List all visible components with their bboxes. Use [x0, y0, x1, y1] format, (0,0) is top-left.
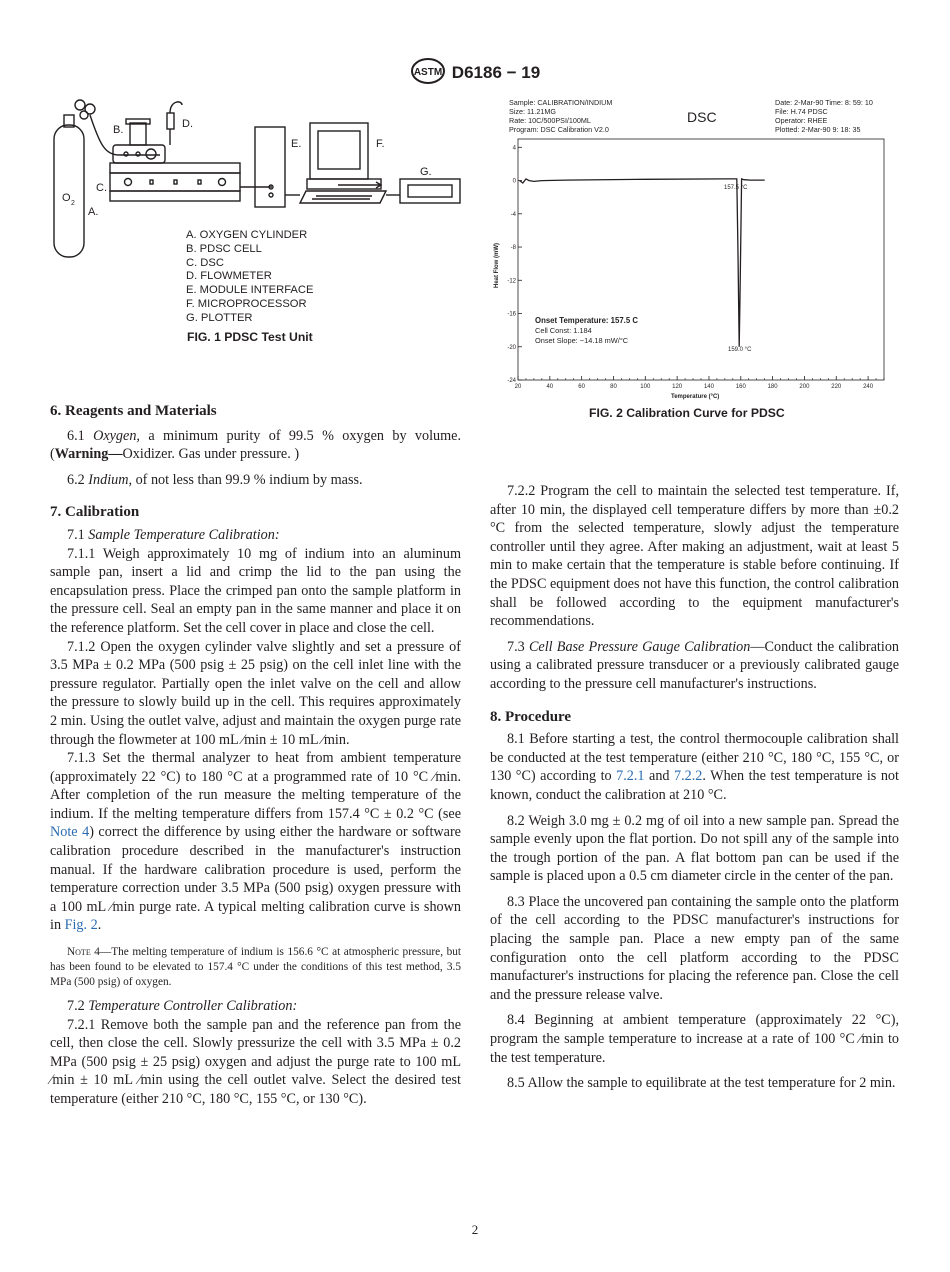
fig1-label-c: C. [96, 182, 107, 194]
fig1-legend [186, 229, 313, 326]
x-tick-label: 180 [767, 384, 778, 390]
flowmeter-shape [167, 113, 174, 129]
astm-logo-icon [410, 58, 446, 89]
x-tick-label: 80 [610, 384, 617, 390]
fig1-label-f: F. [376, 138, 385, 150]
legend-item: E. MODULE INTERFACE [186, 284, 314, 297]
y-tick-label: -16 [507, 311, 516, 318]
y-tick-label: 0 [512, 178, 516, 185]
x-tick-label: 200 [799, 384, 810, 390]
x-tick-label: 240 [863, 384, 874, 390]
y-tick-label: -24 [507, 378, 516, 384]
para-7-2-1: 7.2.1 Remove both the sample pan and the reference pan from the cell, then close the cell. Slowly pressurize the cell with 3.5 MPa ± 0.2 MPa (500 psig ± 25 psig) oxygen and adjust the purge rate to 100 mL ⁄min ± 10 mL ⁄min using the cell outlet valve. Select the desired test temperature (either 210 °C, 180 °C, 155 °C, or 130 °C). [50, 1016, 461, 1107]
para-6-1: 6.1 Oxygen, a minimum purity of 99.5 % oxygen by volume. (Warning—Oxidizer. Gas under pressure. ) [50, 427, 462, 463]
x-tick-label: 100 [640, 384, 651, 390]
para-8-1: 8.1 Before starting a test, the control thermocouple calibration shall be conducted at the test temperature (either 210 °C, 180 °C, 155 °C, or 130 °C) according to 7.2.1 and 7.2.2. When the test temperature is not known, conduct the calibration at 210 °C. [490, 731, 899, 803]
dsc-shape [110, 173, 240, 191]
figure-2 [488, 93, 908, 423]
chart-header-right: File: H.74 PDSC [775, 107, 828, 116]
module-interface-shape [255, 127, 285, 207]
section-7-heading: 7. Calibration [50, 504, 140, 521]
para-7-2-2: 7.2.2 Program the cell to maintain the selected test temperature. If, after 10 min, the displayed cell temperature differs by more than ±0.2 °C from the selected temperature, slowly adjust the temperature controller until they agree. After making an adjustment, wait at least 5 min to make certain that the temperature is stable before continuing. If the PDSC equipment does not have this function, the control calibration shall be followed according to the equipment manufacturer's recommendations. [490, 483, 899, 630]
section-6-heading: 6. Reagents and Materials [50, 403, 217, 419]
y-tick-label: -8 [510, 245, 516, 252]
chart-header-left: Rate: 10C/500PSI/100ML [509, 116, 591, 125]
left-column [50, 402, 461, 1109]
para-7-1-1: 7.1.1 Weigh approximately 10 mg of indium into an aluminum sample pan, insert a lid and crimp the lid to the pan using the encapsulation press. Place the crimped pan onto the sample platform in the pressure cell. Seal an empty pan in the same manner and place it on the reference platform. Set the cell cover in place and close the cell. [50, 545, 461, 636]
link-7-2-2[interactable]: 7.2.2 [674, 768, 703, 785]
para-7-3: 7.3 Cell Base Pressure Gauge Calibration—Conduct the calibration using a calibrated pressure transducer or a previously calibrated gauge according to the pressure cell manufacturer's instructions. [490, 638, 900, 692]
fig-2-link[interactable]: Fig. 2 [64, 917, 98, 934]
fig1-label-g: G. [420, 166, 432, 178]
y-tick-label: 4 [512, 145, 516, 152]
para-7-1: 7.1 Sample Temperature Calibration: [67, 526, 280, 543]
link-7-2-1[interactable]: 7.2.1 [616, 768, 645, 785]
chart-title: DSC [687, 109, 717, 125]
para-7-2: 7.2 Temperature Controller Calibration: [67, 998, 298, 1015]
x-tick-label: 120 [672, 384, 683, 390]
y-tick-label: -12 [507, 278, 516, 285]
page-number: 2 [471, 1222, 479, 1237]
fig1-label-o2: O [62, 192, 71, 204]
right-column [490, 482, 899, 1093]
para-8-3: 8.3 Place the uncovered pan containing the sample onto the platform of the cell according to the PDSC manufacturer's instructions for placing the sample pan. Place a new empty pan of the same configuration onto the cell platform according to the PDSC manufacturer's instructions for placing the reference pan. Close the cell and the pressure release valve. [490, 893, 899, 1003]
fig1-label-d: D. [182, 118, 193, 130]
oxygen-cylinder-shape [54, 125, 84, 257]
y-axis-label: Heat Flow (mW) [494, 243, 500, 288]
para-6-2: 6.2 Indium, of not less than 99.9 % indium by mass. [67, 471, 363, 488]
x-tick-label: 40 [546, 384, 554, 390]
chart-header-left: Program: DSC Calibration V2.0 [509, 125, 609, 134]
x-tick-label: 160 [735, 384, 746, 390]
y-tick-label: -4 [510, 211, 516, 218]
para-8-2: 8.2 Weigh 3.0 mg ± 0.2 mg of oil into a new sample pan. Spread the sample evenly upon the flat portion. Do not spill any of the sample into the trough portion of the pan. A flat bottom pan can be used if the sample is placed upon a 0.5 cm diameter circle in the center of the pan. [490, 812, 899, 885]
fig1-label-o2-sub: 2 [71, 200, 75, 207]
standard-id: D6186 − 19 [451, 62, 541, 82]
legend-item: C. DSC [186, 256, 224, 269]
y-tick-label: -20 [507, 344, 516, 351]
fig1-caption: FIG. 1 PDSC Test Unit [187, 330, 313, 344]
figure-1 [50, 95, 470, 355]
x-tick-label: 220 [831, 384, 842, 390]
x-tick-label: 60 [578, 384, 585, 390]
peak-bottom-label: 159.0 °C [728, 347, 752, 353]
peak-top-label: 157.5 °C [724, 185, 748, 191]
fig1-label-a: A. [88, 206, 99, 218]
note-4-link[interactable]: Note 4 [50, 824, 90, 841]
fig2-caption: FIG. 2 Calibration Curve for PDSC [589, 406, 785, 420]
x-axis-label: Temperature (°C) [671, 394, 720, 400]
chart-header-right: Plotted: 2-Mar-90 9: 18: 35 [775, 125, 861, 134]
fig1-label-b: B. [113, 124, 124, 136]
x-tick-label: 20 [514, 384, 522, 390]
legend-item: D. FLOWMETER [186, 270, 272, 283]
cell-const-label: Cell Const: 1.184 [535, 326, 592, 335]
para-8-5: 8.5 Allow the sample to equilibrate at the test temperature for 2 min. [507, 1075, 896, 1092]
page-header [0, 58, 950, 89]
chart-header-right: Operator: RHEE [775, 116, 828, 125]
x-tick-label: 140 [703, 384, 714, 390]
para-7-1-3: 7.1.3 Set the thermal analyzer to heat from ambient temperature (approximately 22 °C) to 180 °C at a programmed rate of 10 °C ⁄min. After completion of the run measure the melting temperature of the indium. If the melting temperature differs from 157.4 °C ± 0.2 °C (see Note 4) correct the difference by using either the hardware or software calibration procedure described in the manufacturer's instruction manual. If the hardware calibration procedure is used, perform the temperature correction under 3.5 MPa (500 psig) oxygen pressure with a 100 mL ⁄min purge rate. A typical melting calibration curve is shown in Fig. 2. [50, 750, 461, 934]
para-8-4: 8.4 Beginning at ambient temperature (approximately 22 °C), program the sample temperature to increase at a rate of 100 °C ⁄min to the test temperature. [490, 1012, 899, 1066]
fig1-label-e: E. [291, 138, 302, 150]
dsc-chart [488, 93, 908, 400]
legend-item: G. PLOTTER [186, 311, 253, 324]
section-8-heading: 8. Procedure [490, 708, 572, 725]
para-7-1-2: 7.1.2 Open the oxygen cylinder valve slightly and set a pressure of 3.5 MPa ± 0.2 MPa (500 psig ± 25 psig) on the cell inlet line with the pressure regulator. Partially open the inlet valve on the cell and allow the pressure to slowly build up in the cell. This requires approximately 2 min. Using the outlet valve, adjust and maintain the oxygen purge rate through the flowmeter at 100 mL ⁄min ± 10 mL ⁄min. [50, 638, 461, 748]
onset-temperature-label: Onset Temperature: 157.5 C [535, 316, 638, 325]
chart-header-left: Sample: CALIBRATION/INDIUM [509, 98, 613, 107]
chart-header-right: Date: 2-Mar-90 Time: 8: 59: 10 [775, 98, 873, 107]
legend-item: A. OXYGEN CYLINDER [186, 229, 308, 241]
legend-item: F. MICROPROCESSOR [186, 297, 307, 310]
chart-header-left: Size: 11.21MG [509, 107, 557, 116]
plotter-shape [400, 179, 460, 203]
legend-item: B. PDSC CELL [186, 242, 262, 255]
onset-slope-label: Onset Slope: −14.18 mW/°C [535, 336, 629, 345]
pdsc-cell-shape [113, 145, 165, 163]
astm-logo-text: ASTM [413, 67, 442, 78]
note-4: Note 4—The melting temperature of indium is 156.6 °C at atmospheric pressure, but has been found to be elevated to 157.4 °C under the conditions of this test method, 3.5 MPa (500 psig) of oxygen. [50, 946, 462, 989]
